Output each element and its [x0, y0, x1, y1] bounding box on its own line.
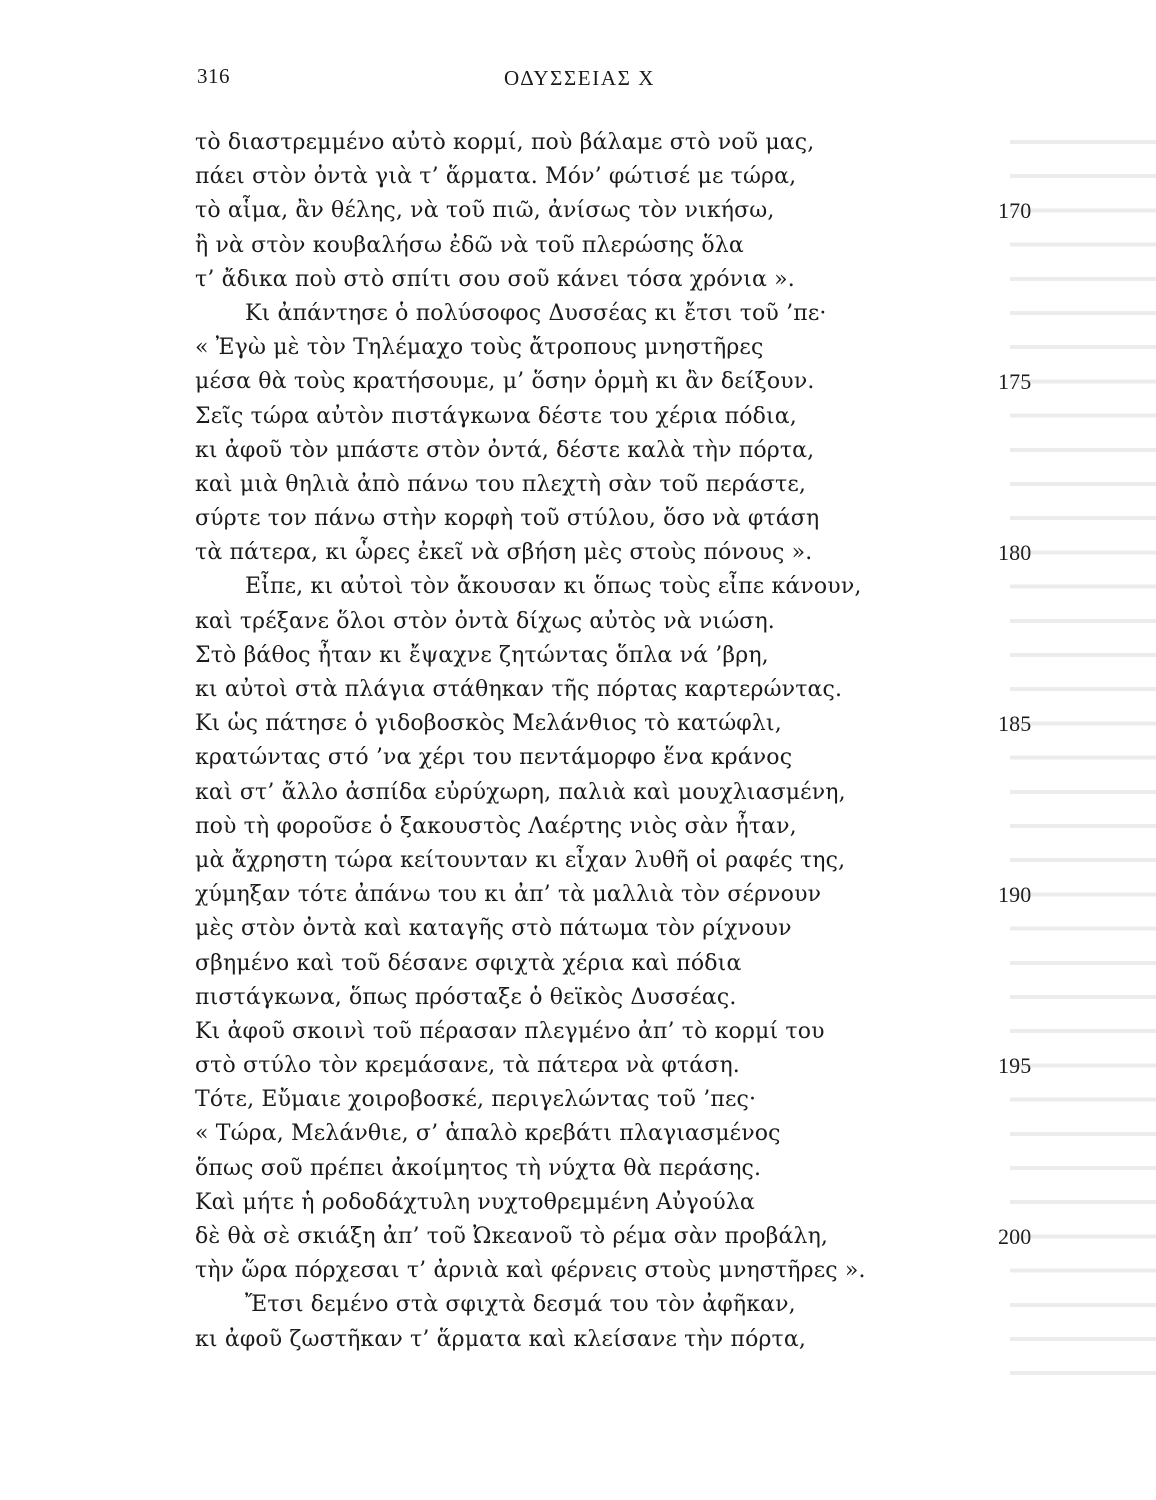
verse-text: σύρτε τον πάνω στὴν κορφὴ τοῦ στύλου, ὅσο νὰ φτάση	[195, 506, 820, 532]
line-number: 185	[998, 711, 1032, 737]
verse-text: κρατώντας στό ’να χέρι του πεντάμορφο ἕνα κράνος	[195, 745, 793, 771]
page-header	[0, 58, 1156, 98]
verse-line	[195, 126, 895, 160]
verse-line	[195, 981, 895, 1015]
page-number: 316	[197, 64, 230, 88]
verse-line	[195, 502, 895, 536]
show-through-text	[1010, 126, 1156, 1376]
verse-line	[195, 844, 895, 878]
line-number: 195	[998, 1053, 1032, 1079]
verse-text: Σεῖς τώρα αὐτὸν πιστάγκωνα δέστε του χέρια πόδια,	[195, 403, 797, 429]
verse-text: ἢ νὰ στὸν κουβαλήσω ἐδῶ νὰ τοῦ πλερώσης ὅλα	[195, 232, 744, 258]
verse-text: πάει στὸν ὀντὰ γιὰ τ’ ἅρματα. Μόν’ φώτισέ με τώρα,	[195, 164, 797, 190]
line-number: 170	[998, 198, 1032, 224]
verse-line	[195, 263, 895, 297]
verse-line	[195, 160, 895, 194]
verse-text: ὅπως σοῦ πρέπει ἀκοίμητος τὴ νύχτα θὰ περάσης.	[195, 1155, 762, 1181]
verse-text: Ἔτσι δεμένο στὰ σφιχτὰ δεσμά του τὸν ἀφῆκαν,	[245, 1292, 796, 1318]
verse-text: χύμηξαν τότε ἀπάνω του κι ἀπ’ τὰ μαλλιὰ τὸν σέρνουν	[195, 882, 822, 908]
verse-line	[195, 297, 895, 331]
verse-line	[195, 229, 895, 263]
verse-text: Κι ἀφοῦ σκοινὶ τοῦ πέρασαν πλεγμένο ἀπ’ τὸ κορμί του	[195, 1018, 825, 1044]
line-number: 200	[998, 1224, 1032, 1249]
verse-line	[195, 434, 895, 468]
verse-text: Στὸ βάθος ἦταν κι ἔψαχνε ζητώντας ὅπλα νά ’βρη,	[195, 642, 769, 668]
verse-line	[195, 331, 895, 365]
verse-text: κι ἀφοῦ τὸν μπάστε στὸν ὀντά, δέστε καλὰ τὴν πόρτα,	[195, 437, 815, 463]
verse-text: Κι ὡς πάτησε ὁ γιδοβοσκὸς Μελάνθιος τὸ κατώφλι,	[195, 711, 782, 737]
verse-text: Κι ἀπάντησε ὁ πολύσοφος Δυσσέας κι ἔτσι τοῦ ’πε·	[245, 300, 827, 326]
verse-text: Τότε, Εὔμαιε χοιροβοσκέ, περιγελώντας τοῦ ’πες·	[195, 1087, 757, 1113]
verse-line	[195, 1186, 895, 1220]
verse-text: καὶ τρέξανε ὅλοι στὸν ὀντὰ δίχως αὐτὸς νὰ νιώση.	[195, 608, 775, 634]
line-number: 180	[998, 540, 1032, 566]
verse-line	[195, 1152, 895, 1186]
verse-text: « Τώρα, Μελάνθιε, σ’ ἁπαλὸ κρεβάτι πλαγιασμένος	[195, 1121, 781, 1147]
verse-line	[195, 1288, 895, 1322]
verse-line	[195, 536, 1032, 570]
verse-text: τὸ αἷμα, ἂν θέλης, νὰ τοῦ πιῶ, ἀνίσως τὸν νικήσω,	[195, 198, 775, 224]
verse-text: μὲς στὸν ὀντὰ καὶ καταγῆς στὸ πάτωμα τὸν ρίχνουν	[195, 916, 792, 942]
verse-line	[195, 947, 895, 981]
verse-text: μέσα θὰ τοὺς κρατήσουμε, μ’ ὅσην ὁρμὴ κι ἂν δείξουν.	[195, 369, 815, 395]
verse-line	[195, 912, 895, 946]
verse-line	[195, 468, 895, 502]
verse-text: ποὺ τὴ φοροῦσε ὁ ξακουστὸς Λαέρτης νιὸς σὰν ἦταν,	[195, 813, 797, 839]
verse-line	[195, 1323, 895, 1357]
verse-text: Εἶπε, κι αὐτοὶ τὸν ἄκουσαν κι ὅπως τοὺς εἶπε κάνουν,	[245, 574, 862, 600]
verse-text: πιστάγκωνα, ὅπως πρόσταξε ὁ θεϊκὸς Δυσσέας.	[195, 984, 737, 1010]
verse-text: τ’ ἄδικα ποὺ στὸ σπίτι σου σοῦ κάνει τόσα χρόνια ».	[195, 266, 795, 292]
verse-text: τὴν ὥρα πόρχεσαι τ’ ἀρνιὰ καὶ φέρνεις στοὺς μνηστῆρες ».	[195, 1258, 866, 1284]
line-number: 190	[998, 882, 1032, 908]
verse-line	[195, 194, 1032, 228]
verse-text: δὲ θὰ σὲ σκιάξη ἀπ’ τοῦ Ὠκεανοῦ τὸ ρέμα σὰν προβάλη,	[195, 1224, 829, 1249]
verse-line	[195, 776, 895, 810]
verse-line	[195, 605, 895, 639]
verse-text: « Ἐγὼ μὲ τὸν Τηλέμαχο τοὺς ἄτροπους μνηστῆρες	[195, 335, 764, 361]
verse-line	[195, 1049, 1032, 1083]
verse-line	[195, 365, 1032, 399]
running-title: ΟΔΥΣΣΕΙΑΣ Χ	[504, 66, 656, 90]
line-number: 175	[998, 369, 1032, 395]
verse-line	[195, 639, 895, 673]
verse-line	[195, 400, 895, 434]
verse-line	[195, 810, 895, 844]
verse-text: τὰ πάτερα, κι ὧρες ἐκεῖ νὰ σβήση μὲς στοὺς πόνους ».	[195, 540, 813, 566]
verse-line	[195, 673, 895, 707]
verse-text: κι ἀφοῦ ζωστῆκαν τ’ ἅρματα καὶ κλείσανε τὴν πόρτα,	[195, 1326, 807, 1352]
verse-line	[195, 1117, 895, 1151]
verse-text: στὸ στύλο τὸν κρεμάσανε, τὰ πάτερα νὰ φτάση.	[195, 1053, 740, 1079]
verse-line	[195, 1083, 895, 1117]
verse-text-block	[195, 126, 1032, 1357]
verse-line	[195, 1254, 895, 1288]
verse-line	[195, 1015, 895, 1049]
verse-text: καὶ στ’ ἄλλο ἀσπίδα εὐρύχωρη, παλιὰ καὶ μουχλιασμένη,	[195, 779, 846, 805]
verse-line	[195, 741, 895, 775]
verse-text: τὸ διαστρεμμένο αὐτὸ κορμί, ποὺ βάλαμε στὸ νοῦ μας,	[195, 130, 815, 155]
verse-text: μὰ ἄχρηστη τώρα κείτουνταν κι εἶχαν λυθῆ οἱ ραφές της,	[195, 847, 846, 873]
verse-line	[195, 1220, 1032, 1254]
verse-text: καὶ μιὰ θηλιὰ ἀπὸ πάνω του πλεχτὴ σὰν τοῦ περάστε,	[195, 471, 807, 497]
verse-text: σβημένο καὶ τοῦ δέσανε σφιχτὰ χέρια καὶ πόδια	[195, 950, 742, 976]
verse-line	[195, 707, 1032, 741]
verse-text: Καὶ μήτε ἡ ροδοδάχτυλη νυχτοθρεμμένη Αὐγούλα	[195, 1189, 755, 1215]
verse-text: κι αὐτοὶ στὰ πλάγια στάθηκαν τῆς πόρτας καρτερώντας.	[195, 677, 843, 702]
verse-line	[195, 570, 895, 604]
verse-line	[195, 878, 1032, 912]
